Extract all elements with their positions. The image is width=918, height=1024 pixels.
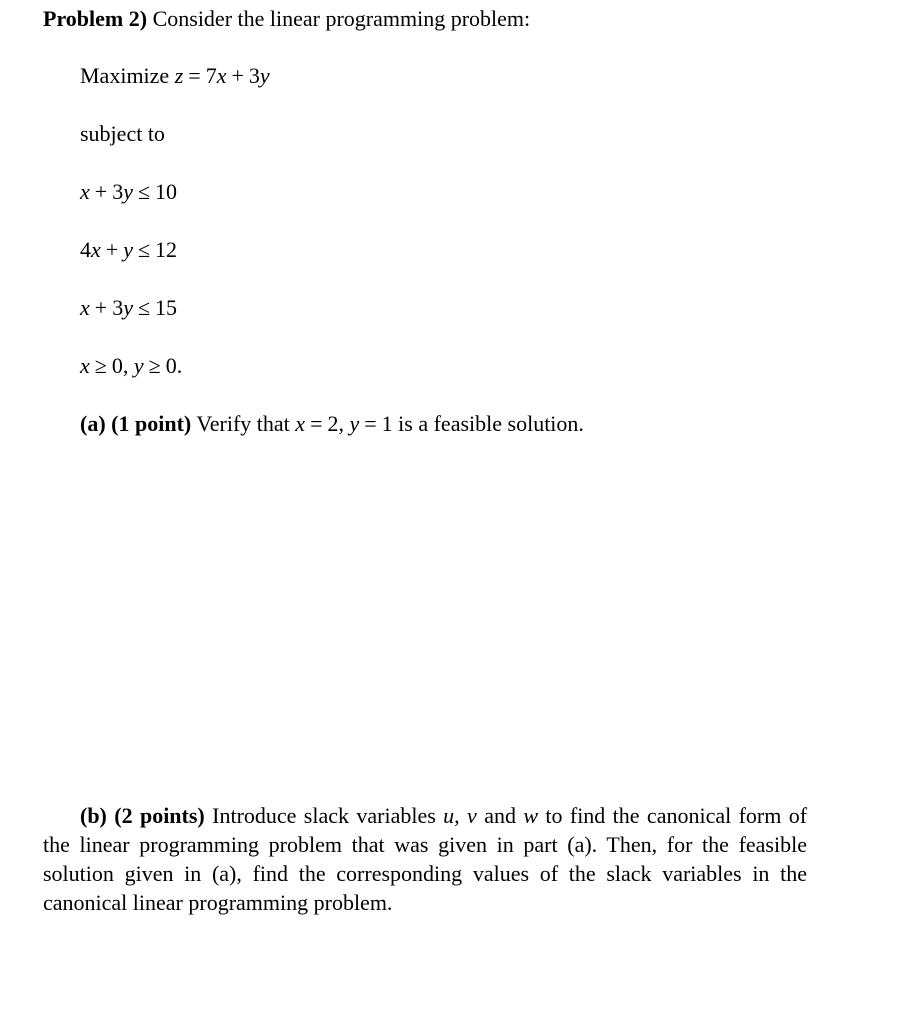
- part-b-text1: Introduce slack variables: [212, 803, 436, 828]
- objective-y: y: [259, 63, 270, 88]
- nonneg-rel1: ≥: [94, 353, 107, 378]
- objective-line: [80, 62, 270, 90]
- part-a-eq2: =: [364, 411, 377, 436]
- problem-heading-line: [43, 5, 530, 33]
- objective-var: z: [174, 63, 184, 88]
- part-b-v: v: [467, 803, 477, 828]
- constraint-coef-y: 3: [112, 179, 124, 204]
- constraint-plus: +: [94, 295, 108, 320]
- objective-c2: 3: [248, 63, 260, 88]
- problem-heading: Problem 2): [43, 6, 148, 31]
- subject-to: subject to: [80, 121, 165, 146]
- constraint-1: [80, 178, 177, 206]
- objective-c1: 7: [205, 63, 217, 88]
- constraint-y: y: [123, 295, 133, 320]
- constraint-x: x: [91, 237, 101, 262]
- part-a-eq1: =: [310, 411, 323, 436]
- part-b-u: u,: [443, 803, 460, 828]
- objective-x: x: [216, 63, 227, 88]
- constraint-coef-y: 3: [112, 295, 124, 320]
- nonnegativity-constraint: [80, 352, 182, 380]
- part-a-text1: Verify that: [196, 411, 290, 436]
- part-b-points: (2 points): [114, 803, 205, 828]
- constraint-y: y: [123, 237, 133, 262]
- part-a: [80, 410, 584, 438]
- constraint-3: [80, 294, 177, 322]
- constraint-rel: ≤: [137, 237, 151, 262]
- part-b-label: (b): [80, 803, 107, 828]
- part-a-v2: 1: [381, 411, 393, 436]
- constraint-plus: +: [105, 237, 119, 262]
- nonneg-x: x: [80, 353, 90, 378]
- constraint-x: x: [80, 179, 90, 204]
- constraint-x: x: [80, 295, 90, 320]
- constraint-2: [80, 236, 177, 264]
- constraint-rhs: 10: [155, 179, 178, 204]
- nonneg-v1: 0,: [111, 353, 129, 378]
- part-b-w: w: [523, 803, 539, 828]
- objective-plus: +: [231, 63, 244, 88]
- constraint-rhs: 12: [155, 237, 178, 262]
- constraint-rhs: 15: [155, 295, 178, 320]
- part-a-x: x: [295, 411, 306, 436]
- part-b-text2: to find the canonical form of the linear programming problem that was given in part (a). Then, for the feasible solution given in (a), find the corresponding values of the slack variables in the canonical linear programming problem.: [43, 803, 808, 915]
- constraint-y: y: [123, 179, 133, 204]
- objective-label: Maximize: [80, 63, 170, 88]
- objective-eq: =: [188, 63, 201, 88]
- nonneg-v2: 0.: [165, 353, 183, 378]
- problem-intro: Consider the linear programming problem:: [152, 6, 531, 31]
- part-a-points: (1 point): [111, 411, 192, 436]
- nonneg-y: y: [133, 353, 144, 378]
- nonneg-rel2: ≥: [148, 353, 161, 378]
- part-a-text2: is a feasible solution.: [398, 411, 584, 436]
- part-a-label: (a): [80, 411, 106, 436]
- part-a-v1: 2,: [327, 411, 344, 436]
- part-b-and: and: [484, 803, 516, 828]
- part-b: [43, 801, 807, 917]
- constraint-coef-x: 4: [80, 237, 91, 262]
- constraint-rel: ≤: [137, 295, 151, 320]
- constraint-plus: +: [94, 179, 108, 204]
- constraint-rel: ≤: [137, 179, 151, 204]
- part-a-y: y: [349, 411, 360, 436]
